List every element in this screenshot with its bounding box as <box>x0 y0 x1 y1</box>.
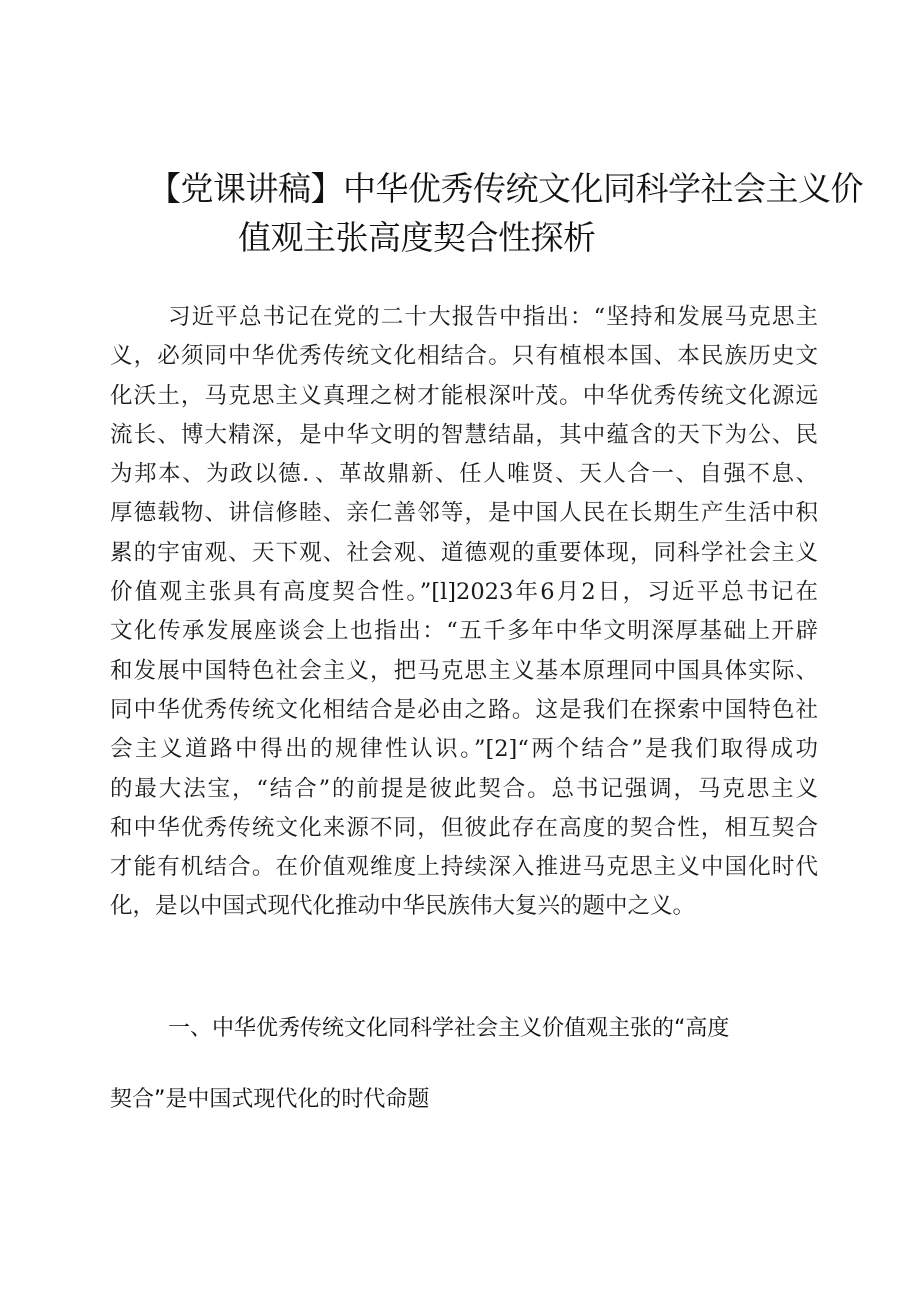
paragraph-line: 和发展中国特色社会主义，把马克思主义基本原理同中国具体实际、 <box>110 657 818 684</box>
paragraph-line: 价值观主张具有高度契合性。”[l]2023年6月2日，习近平总书记在 <box>110 579 818 606</box>
section-heading-line-2: 契合”是中国式现代化的时代命题 <box>110 1087 430 1112</box>
paragraph-line: 化，是以中国式现代化推动中华民族伟大复兴的题中之义。 <box>110 893 696 920</box>
paragraph-line: 文化传承发展座谈会上也指出：“五千多年中华文明深厚基础上开辟 <box>110 618 818 645</box>
paragraph-line: 习近平总书记在党的二十大报告中指出：“坚持和发展马克思主 <box>168 304 818 330</box>
paragraph-line: 同中华优秀传统文化相结合是必由之路。这是我们在探索中国特色社 <box>110 696 818 723</box>
paragraph-line: 义，必须同中华优秀传统文化相结合。只有植根本国、本民族历史文 <box>110 343 818 370</box>
paragraph-line: 和中华优秀传统文化来源不同，但彼此存在高度的契合性，相互契合 <box>110 814 818 841</box>
paragraph-line: 厚德载物、讲信修睦、亲仁善邻等，是中国人民在长期生产生活中积 <box>110 500 818 527</box>
paragraph-line: 流长、博大精深，是中华文明的智慧结晶，其中蕴含的天下为公、民 <box>110 421 818 448</box>
paragraph-line: 累的宇宙观、天下观、社会观、道德观的重要体现，同科学社会主义 <box>110 539 818 566</box>
section-heading-line-1: 一、中华优秀传统文化同科学社会主义价值观主张的“高度 <box>168 1016 730 1041</box>
paragraph-line: 为邦本、为政以德．、革故鼎新、任人唯贤、天人合一、自强不息、 <box>110 461 818 488</box>
document-title-line-1: 【党课讲稿】中华优秀传统文化同科学社会主义价 <box>148 169 863 208</box>
paragraph-line: 化沃土，马克思主义真理之树才能根深叶茂。中华优秀传统文化源远 <box>110 382 818 409</box>
paragraph-line: 会主义道路中得出的规律性认识。”[2]“两个结合”是我们取得成功 <box>110 736 818 763</box>
paragraph-line: 的最大法宝，“结合”的前提是彼此契合。总书记强调，马克思主义 <box>110 775 818 802</box>
paragraph-line: 才能有机结合。在价值观维度上持续深入推进马克思主义中国化时代 <box>110 854 818 881</box>
body-paragraph <box>110 298 818 927</box>
document-title-line-2: 值观主张高度契合性探析 <box>238 218 596 257</box>
